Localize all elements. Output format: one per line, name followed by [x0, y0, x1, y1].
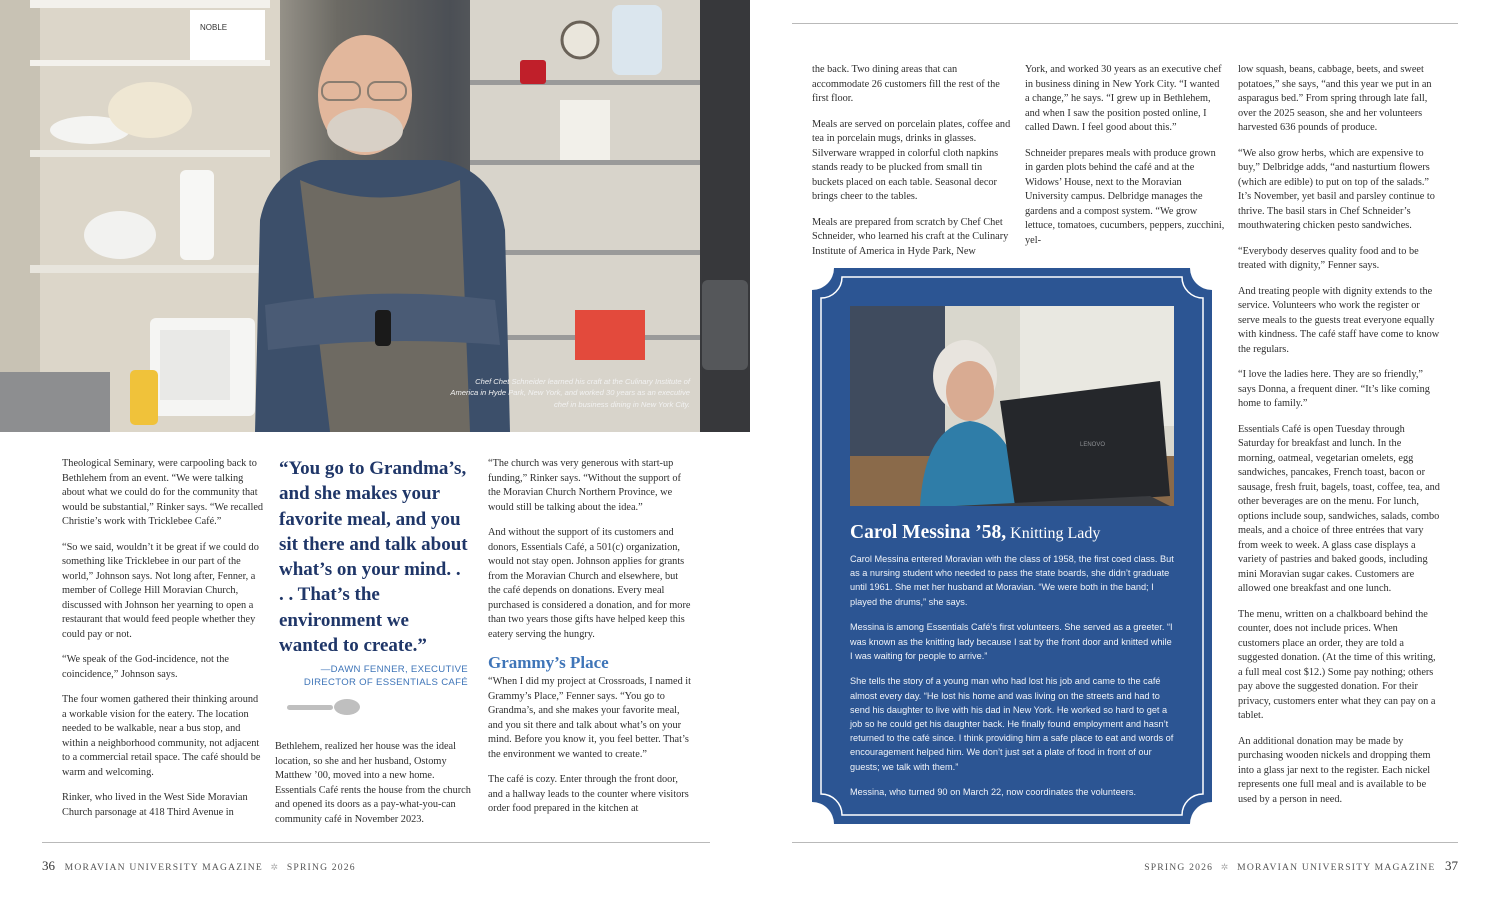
paragraph: “The church was very generous with start-up funding,” Rinker says. “Without the support of the Moravian Church Northern Province, we would still be talking about the idea.” — [488, 458, 681, 513]
right-folio — [1144, 858, 1464, 874]
spoon-icon — [287, 697, 361, 717]
paragraph: “Everybody deserves quality food and to be treated with dignity,” Fenner says. — [1238, 245, 1419, 271]
paragraph: “We also grow herbs, which are expensive to buy,” Delbridge adds, “and nasturtium flowers (which are edible) to put on top of the salads.” It’s November, yet basil and parsley continue to thrive. The basil stars in Chef Schneider’s mouthwatering chicken pesto sandwiches. — [1238, 147, 1435, 231]
bucket-label: NOBLE — [200, 23, 228, 32]
pull-quote: “You go to Grandma’s, and she makes your favorite meal, and you sit there and talk about what’s on your mind. . . . That’s the environment we wanted to create.” — [279, 458, 468, 657]
paragraph: Messina, who turned 90 on March 22, now coordinates the volunteers. — [850, 787, 1136, 798]
page-number: 37 — [1445, 858, 1458, 873]
sidebar-photo — [850, 306, 1174, 506]
issue-season: SPRING 2026 — [1144, 862, 1214, 873]
paragraph: She tells the story of a young man who had lost his job and came to the café almost every day. “He lost his home and was living on the streets and had to send his daughter to live with his dad in New York. He worked so hard to get a job so he could get his daughter back. He finally found employment and hasn’t returned to the café since. I think providing him a safe place to eat and words of encouragement helped him. We don’t just set a plate of food in front of our guests; we talk with them.” — [850, 676, 1174, 772]
profile-sidebar — [812, 268, 1212, 824]
paragraph: The menu, written on a chalkboard behind the counter, does not include prices. When customers place an order, they are told a suggested donation. (At the time of this writing, a full meal cost $12.) Some pay nothing; others pay above the suggested donation. For their privacy, customers enter what they can pay on a tablet. — [1238, 608, 1436, 721]
right-header-rule — [792, 23, 1458, 24]
magazine-name: MORAVIAN UNIVERSITY MAGAZINE — [64, 862, 263, 873]
paragraph: Carol Messina entered Moravian with the class of 1958, the first coed class. But as a nursing student who needed to pass the state boards, she didn’t graduate until 1961. She met her husband at Moravian. “We were both in the band; I played the drums,” she says. — [850, 554, 1174, 607]
right-column-3 — [1238, 63, 1440, 807]
paragraph: Essentials Café is open Tuesday through Saturday for breakfast and lunch. In the morning, oatmeal, vegetarian omelets, egg sandwiches, pancakes, French toast, bacon or sausage, fresh fruit, bagels, toast, coffee, tea, and other beverages are on the menu. For lunch, options include soup, sandwiches, salads, combo meals, and a choice of three entrées that vary from week to week. A glass case displays a variety of pastries and baked goods, including mini Moravian sugar cakes. Customers are allowed one breakfast and one lunch. — [1238, 423, 1440, 594]
right-column-2 — [1025, 63, 1225, 248]
laptop-brand: LENOVO — [1080, 442, 1106, 448]
paragraph: And without the support of its customers and donors, Essentials Café, a 501(c) organization, would not stay open. Johnson applies for grants from the Moravian Church and elsewhere, but the café depends on donations. Every meal purchased is considered a donation, and for more than two years those gifts have helped keep this eatery serving the hungry. — [488, 527, 691, 640]
star-icon: ✲ — [1220, 862, 1230, 872]
paragraph: “So we said, wouldn’t it be great if we could do something like Tricklebee in our part of the world,” Johnson says. Not long after, Fenner, a member of College Hill Moravian Church, discussed with Johnson her yearning to open a restaurant that would feed people whether they could pay or not. — [62, 541, 259, 640]
left-folio — [36, 858, 356, 874]
paragraph: An additional donation may be made by purchasing wooden nickels and dropping them into a glass jar next to the register. Each nickel represents one full meal and is available to be used by a person in need. — [1238, 735, 1431, 805]
sidebar-body — [850, 552, 1176, 811]
star-icon: ✲ — [270, 862, 280, 872]
paragraph: Messina is among Essentials Café’s first volunteers. She served as a greeter. “I was known as the knitting lady because I sat by the front door and knitted while I was waiting for people to arrive.” — [850, 622, 1173, 661]
page-number: 36 — [42, 858, 55, 873]
paragraph: York, and worked 30 years as an executive chef in business dining in New York City. “I wanted a change,” he says. “I grew up in Bethlehem, and when I saw the position posted online, I called Dawn. I feel good about this.” — [1025, 64, 1222, 133]
section-subhead: Grammy’s Place — [488, 653, 609, 672]
photo-caption: Chef Chet Schneider learned his craft at the Culinary Institute of America in Hyde Park, New York, and worked 30 years as an executive chef in business dining in New York City. — [450, 377, 690, 409]
paragraph: Theological Seminary, were carpooling back to Bethlehem from an event. “We were talking about what we could do for the community that would be substantial,” Rinker says. “We recalled Christie’s work with Tricklebee Café.” — [62, 458, 264, 527]
paragraph: “We speak of the God-incidence, not the coincidence,” Johnson says. — [62, 654, 230, 680]
paragraph: The café is cozy. Enter through the front door, and a hallway leads to the counter where visitors order food prepared in the kitchen at — [488, 774, 689, 814]
profile-role: Knitting Lady — [1010, 525, 1101, 542]
paragraph: And treating people with dignity extends to the service. Volunteers who work the register or serve meals to the guests treat everyone equally with kindness. The café staff have come to know the regulars. — [1238, 285, 1440, 355]
paragraph: Meals are prepared from scratch by Chef Chet Schneider, who learned his craft at the Culinary Institute of America in Hyde Park, New — [812, 216, 1009, 257]
paragraph: the back. Two dining areas that can accommodate 26 customers fill the rest of the first floor. — [812, 64, 1000, 104]
pull-quote-attribution: —DAWN FENNER, EXECUTIVE DIRECTOR OF ESSENTIALS CAFÉ — [303, 664, 468, 688]
right-footer-rule — [792, 842, 1458, 843]
left-column-1 — [62, 457, 264, 820]
paragraph: “When I did my project at Crossroads, I named it Grammy’s Place,” Fenner says. “You go to Grandma’s, and she makes your favorite meal, and you sit there and talk about what’s on your mind. Before you know it, you feel better. That’s the environment we wanted to create.” — [488, 676, 692, 760]
paragraph: Schneider prepares meals with produce grown in garden plots behind the café and at the Widows’ House, next to the Moravian University campus. Delbridge manages the gardens and a compost system. “We grow lettuce, tomatoes, cucumbers, peppers, zucchini, yel- — [1025, 147, 1225, 246]
sidebar-title — [850, 522, 1180, 544]
right-column-1 — [812, 63, 1012, 259]
issue-season: SPRING 2026 — [286, 862, 356, 873]
left-footer-rule — [42, 842, 710, 843]
magazine-name: MORAVIAN UNIVERSITY MAGAZINE — [1237, 862, 1436, 873]
paragraph: The four women gathered their thinking around a workable vision for the eatery. The location needed to be walkable, near a bus stop, and within a neighborhood community, not adjacent to a commercial retail space. The café should be warm and welcoming. — [62, 694, 261, 778]
paragraph: “I love the ladies here. They are so friendly,” says Donna, a frequent diner. “It’s like coming home to family.” — [1238, 369, 1430, 409]
paragraph: low squash, beans, cabbage, beets, and sweet potatoes,” she says, “and this year we put in an asparagus bed.” From spring through late fall, over the 2025 season, she and her volunteers harvested 636 pounds of produce. — [1238, 64, 1432, 133]
paragraph: Bethlehem, realized her house was the ideal location, so she and her husband, Ostomy Matthew ’00, moved into a new home. Essentials Café rents the house from the church and opened its doors as a pay-what-you-can community café in November 2023. — [275, 741, 471, 825]
left-column-3 — [488, 457, 692, 817]
chef-photo — [0, 0, 750, 432]
paragraph: Meals are served on porcelain plates, coffee and tea in porcelain mugs, drinks in glasses. Silverware wrapped in colorful cloth napkins stands ready to be plucked from small tin buckets placed on each table. Seasonal decor brings cheer to the tables. — [812, 118, 1011, 202]
profile-name: Carol Messina ’58, — [850, 522, 1007, 543]
paragraph: Rinker, who lived in the West Side Moravian Church parsonage at 418 Third Avenue in — [62, 792, 248, 818]
left-column-2-bottom — [275, 740, 471, 827]
